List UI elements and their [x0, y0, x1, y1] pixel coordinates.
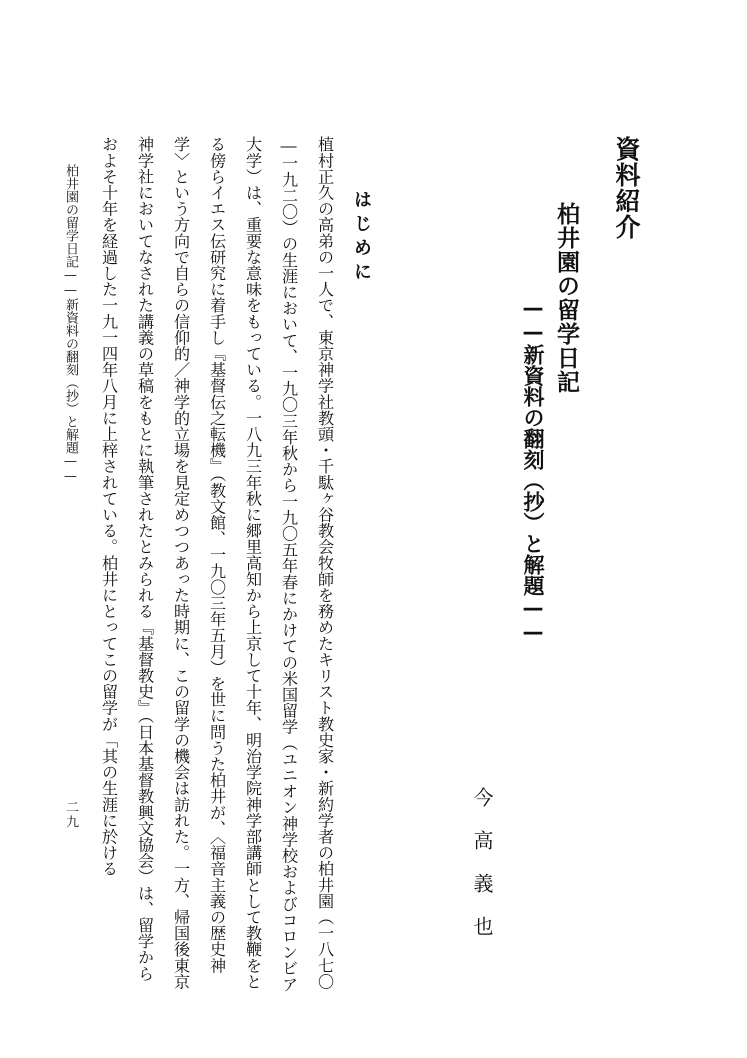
section-rubric: 資料紹介: [612, 136, 641, 240]
article-title: 柏井園の留学日記: [553, 202, 579, 394]
author-name: 今高義也: [470, 787, 494, 959]
section-heading: はじめに: [351, 190, 372, 286]
page-number: 二九: [63, 800, 78, 830]
body-paragraph: 植村正久の高弟の一人で、東京神学社教頭・千駄ヶ谷教会牧師を務めたキリスト教史家・新約学者の柏井園（一八七〇―一九二〇）の生涯において、一九〇三年秋から一九〇五年春にかけての米国留学（ユニオン神学校およびコロンビア大学）は、重要な意味をもっている。一八九三年秋に郷里高知から上京して十年、明治学院神学部講師として教鞭をとる傍らイエス伝研究に着手し『基督伝之転機』（教文館、一九〇三年五月）を世に問うた柏井が、〈福音主義の歴史神学〉という方向で自らの信仰的／神学的立場を見定めつつあった時期に、この留学の機会は訪れた。一方、帰国後東京神学社においてなされた講義の草稿をもとに執筆されたとみられる『基督教史』（日本基督教興文協会）は、留学からおよそ十年を経過した一九一四年八月に上梓されている。柏井にとってこの留学が「其の生涯に於ける: [99, 136, 334, 993]
article-subtitle: ——新資料の翻刻（抄）と解題——: [521, 296, 545, 644]
running-header: 柏井園の留学日記——新資料の翻刻（抄）と解題——: [63, 164, 78, 484]
